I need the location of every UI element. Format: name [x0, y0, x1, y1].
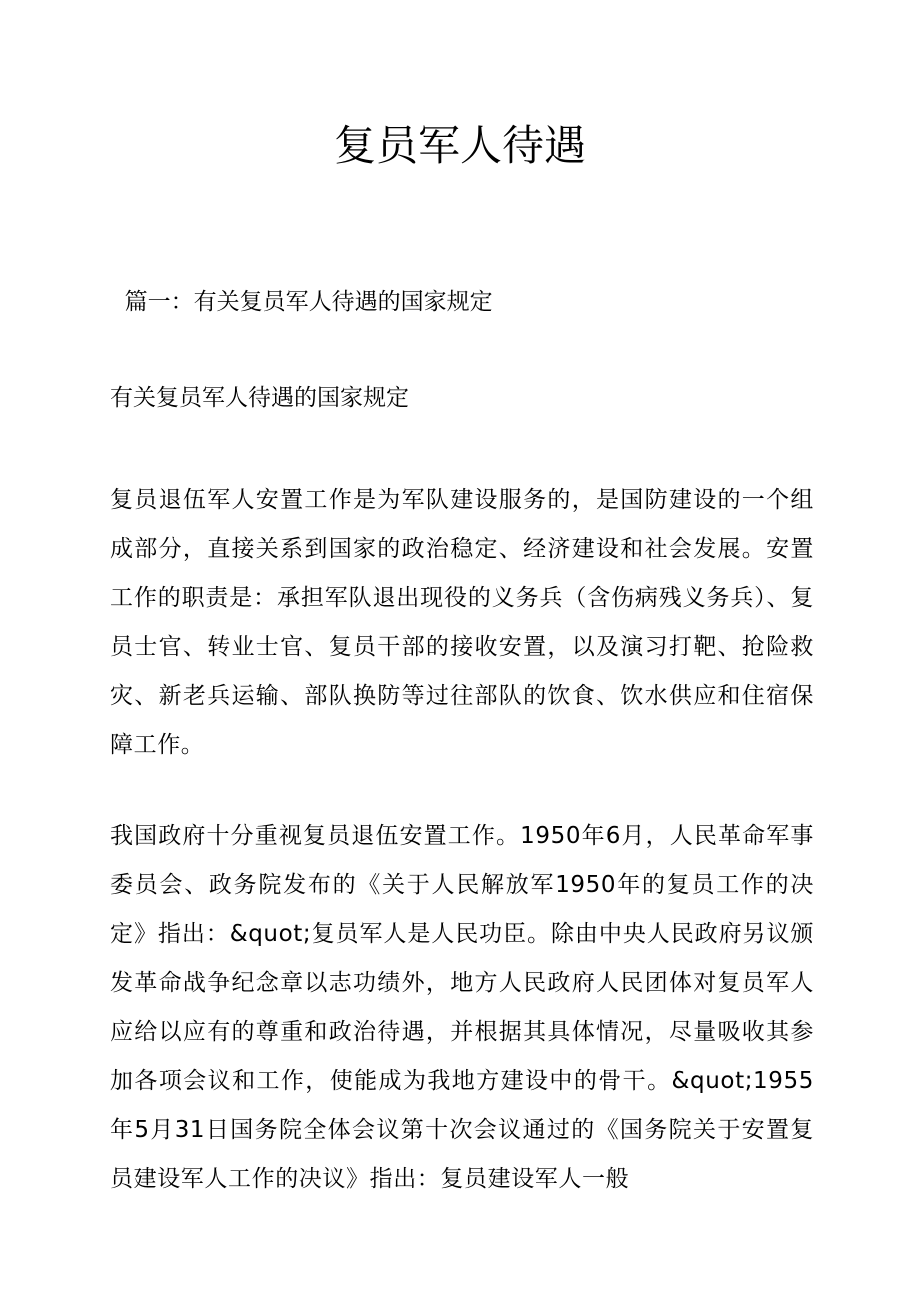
- document-title: 复员军人待遇: [333, 121, 586, 170]
- section-heading-text: 篇一：有关复员军人待遇的国家规定: [124, 289, 493, 315]
- paragraph-1: 复员退伍军人安置工作是为军队建设服务的，是国防建设的一个组成部分，直接关系到国家的政治稳定、经济建设和社会发展。安置工作的职责是：承担军队退出现役的义务兵（含伤病残义务兵）、复员士官、转业士官、复员干部的接收安置，以及演习打靶、抢险救灾、新老兵运输、部队换防等过往部队的饮食、饮水供应和住宿保障工作。: [110, 487, 814, 758]
- section-heading: [110, 286, 493, 318]
- paragraph-2: 我国政府十分重视复员退伍安置工作。1950年6月，人民革命军事委员会、政务院发布的《关于人民解放军1950年的复员工作的决定》指出：&quot;复员军人是人民功臣。除由中央人民政府另议颁发革命战争纪念章以志功绩外，地方人民政府人民团体对复员军人应给以应有的尊重和政治待遇，并根据其具体情况，尽量吸收其参加各项会议和工作，使能成为我地方建设中的骨干。&quot;1955年5月31日国务院全体会议第十次会议通过的《国务院关于安置复员建设军人工作的决议》指出：复员建设军人一般: [110, 823, 814, 1192]
- subheading: 有关复员军人待遇的国家规定: [110, 385, 409, 411]
